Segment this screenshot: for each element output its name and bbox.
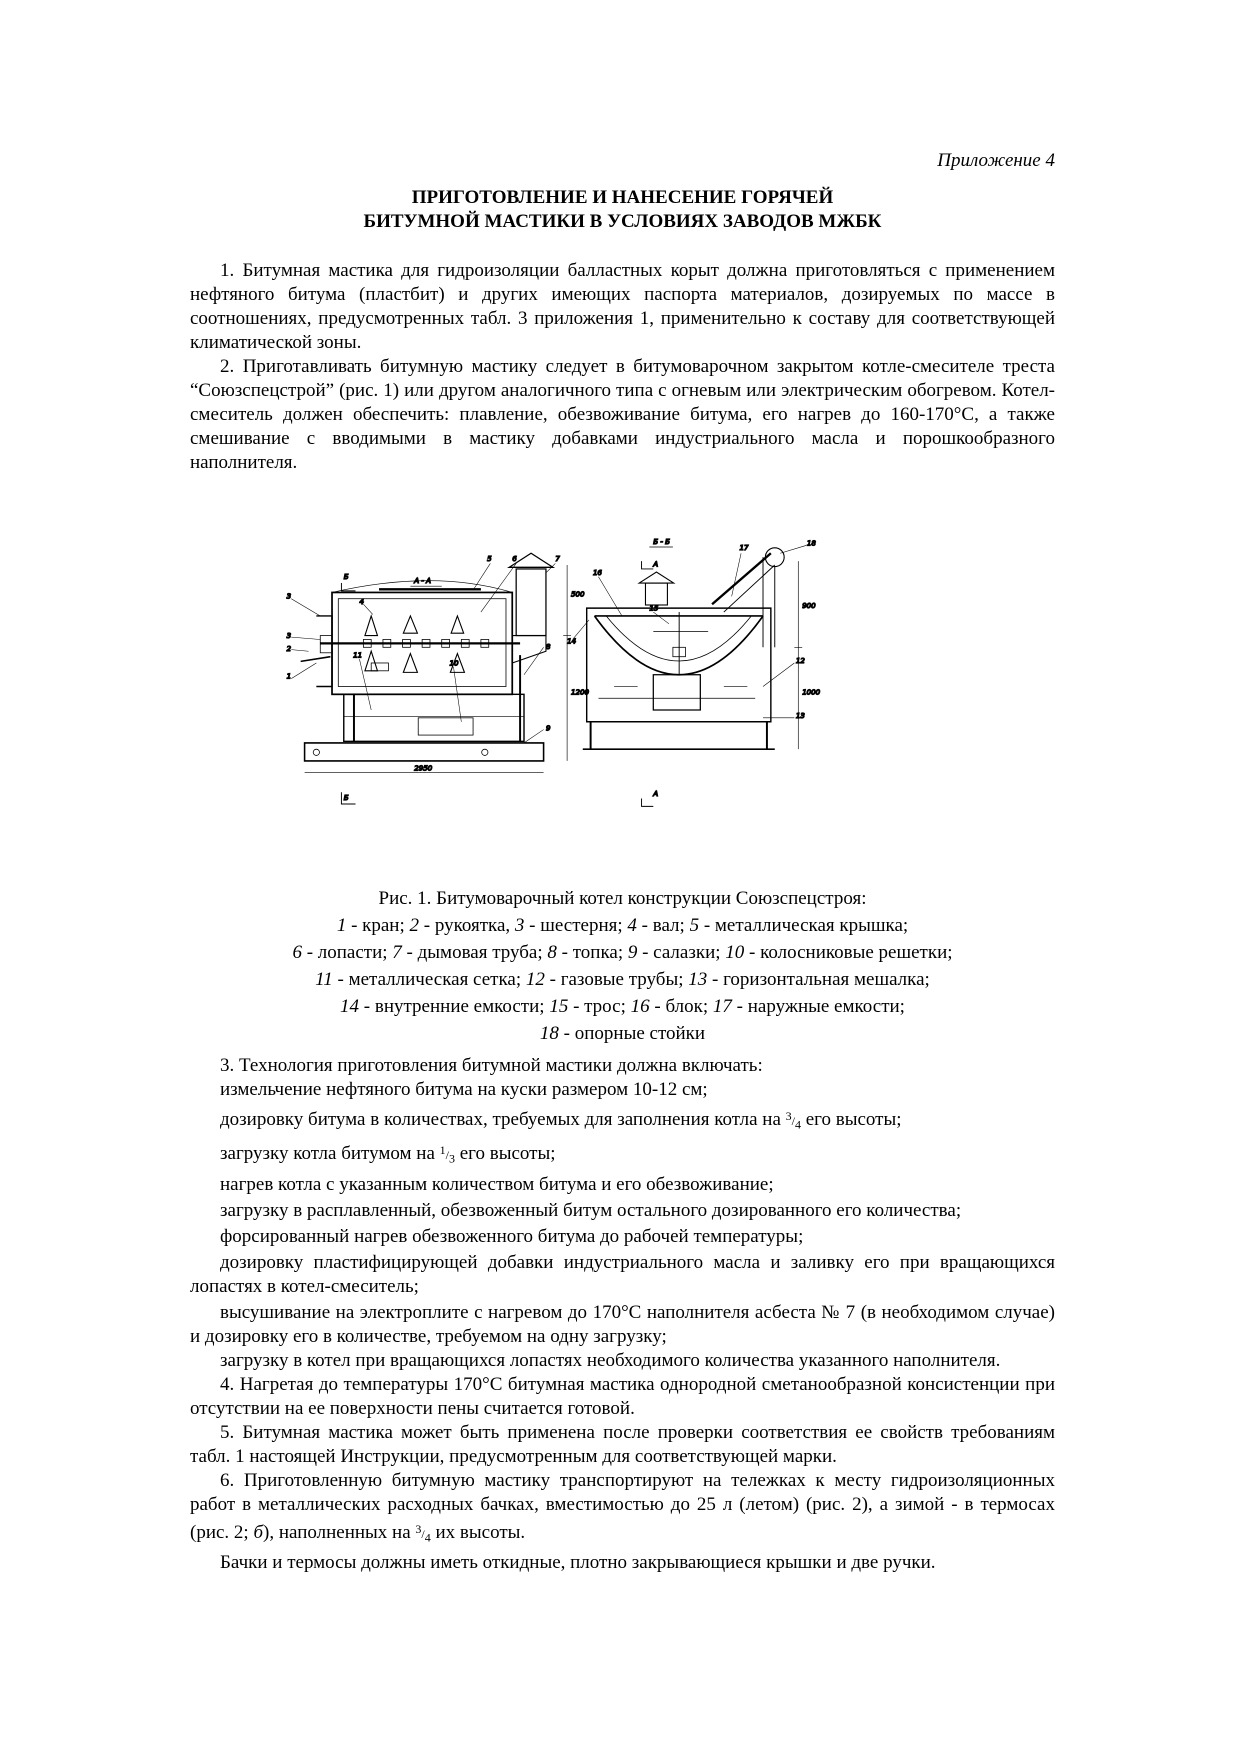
caption-num: 11 [315, 969, 333, 990]
caption-text: - трос; [568, 996, 631, 1017]
step-9: загрузку в котел при вращающихся лопастях необходимого количества указанного наполнителя. [220, 1349, 1001, 1371]
step-6: форсированный нагрев обезвоженного битума до рабочей температуры; [220, 1225, 804, 1247]
step-3-text-b: его высоты; [454, 1143, 556, 1165]
label-3b: 3 [286, 630, 292, 640]
caption-num: 13 [688, 969, 708, 990]
step-2-text-b: его высоты; [800, 1109, 902, 1130]
caption-text: - горизонтальная мешалка; [707, 969, 930, 990]
label-10: 10 [449, 658, 459, 668]
caption-text: - металлическая крышка; [699, 915, 909, 936]
caption-num: 18 [539, 1023, 559, 1044]
fraction-3-4: $^3/_4$ [785, 1109, 801, 1132]
appendix-label: Приложение 4 [937, 150, 1055, 171]
label-11: 11 [353, 650, 363, 660]
fraction-numerator: 1 [439, 1143, 446, 1158]
step-2-text-a: дозировку битума в количествах, требуемых для заполнения котла на [220, 1109, 786, 1130]
section-bb-label: Б - Б [653, 536, 671, 546]
caption-text: - блок; [649, 996, 713, 1017]
label-3a: 3 [286, 591, 292, 601]
caption-title: Рис. 1. Битумоварочный котел конструкции Союзспецстроя: [378, 888, 867, 909]
paragraph-7: Бачки и термосы должны иметь откидные, плотно закрывающиеся крышки и две ручки. [220, 1552, 936, 1574]
caption-text: - шестерня; [524, 915, 628, 936]
caption-line-4 [190, 993, 1055, 1020]
boiler-drawing [285, 498, 955, 864]
label-17: 12 [795, 655, 805, 665]
fraction-numerator: 3 [415, 1521, 422, 1536]
caption-text: - салазки; [637, 942, 726, 963]
fraction-numerator: 3 [785, 1109, 792, 1123]
caption-text: - опорные стойки [558, 1023, 706, 1044]
paragraph-1: 1. Битумная мастика для гидроизоляции балластных корыт должна приготовляться с применением нефтяного битума (пластбит) и других имеющих паспорта материалов, дозируемых по массе в соотношениях, предусмотренных табл. 3 приложения 1, применительно к составу для соответствующей климатической зоны. [190, 260, 1055, 353]
label-4: 4 [359, 597, 364, 607]
label-8: 8 [545, 641, 551, 651]
caption-text: - рукоятка, [419, 915, 515, 936]
step-3-text-a: загрузку котла битумом на [220, 1143, 440, 1165]
label-16: 18 [806, 538, 816, 548]
caption-num: 4 [627, 915, 637, 936]
title-line-1: ПРИГОТОВЛЕНИЕ И НАНЕСЕНИЕ ГОРЯЧЕЙ [411, 187, 834, 208]
caption-num: 9 [627, 942, 638, 963]
caption-num: 6 [292, 942, 302, 963]
label-7: 7 [555, 554, 560, 564]
caption-text: - металлическая сетка; [332, 969, 526, 990]
step-2 [190, 1104, 1055, 1136]
caption-num: 16 [630, 996, 650, 1017]
label-13: 15 [649, 603, 659, 613]
section-mark-b-bottom: Б [343, 793, 349, 803]
step-7: дозировку пластифицирующей добавки индустриального масла и заливку его при вращающихся лопастях в котел-смеситель; [190, 1251, 1055, 1297]
paragraph-5: 5. Битумная мастика может быть применена после проверки соответствия ее свойств требованиям табл. 1 настоящей Инструкции, предусмотренным для соответствующей марки. [190, 1421, 1055, 1467]
caption-num: 12 [525, 969, 545, 990]
paragraph-6-text-a: 6. Приготовленную битумную мастику транспортируют на тележках к месту гидроизоляционных работ в металлических расходных бачках, вместимостью до 25 л (летом) (рис. 2), а зимой - в термосах (рис. 2; [190, 1469, 1055, 1543]
caption-num: 8 [547, 942, 557, 963]
intro-paragraphs [190, 259, 1055, 475]
dimension-1200: 1200 [571, 687, 589, 697]
caption-line-1 [190, 912, 1055, 939]
label-1: 1 [286, 671, 292, 681]
section-mark-a-bottom: А [653, 789, 659, 799]
caption-text: - вал; [636, 915, 690, 936]
label-9: 9 [545, 723, 551, 733]
paragraph-4: 4. Нагретая до температуры 170°С битумная мастика однородной сметанообразной консистенции при отсутствии на ее поверхности пены считается готовой. [190, 1373, 1055, 1419]
caption-num: 5 [689, 915, 700, 936]
paragraph-6-text-c: их высоты. [430, 1521, 526, 1543]
dimension-2950: 2950 [414, 763, 433, 773]
fraction-denominator: 4 [424, 1530, 431, 1545]
dimension-500: 500 [571, 589, 585, 599]
paragraph-6-italic: б [253, 1521, 264, 1543]
paragraph-2: 2. Приготавливать битумную мастику следует в битумоварочном закрытом котле-смесителе треста “Союзспецстрой” (рис. 1) или другом аналогичного типа с огневым или электрическим обогревом. Котел-смеситель должен обеспечить: плавление, обезвоживание битума, его нагрев до 160-170°С, а также смешивание с вводимыми в мастику добавками индустриального масла и порошкообразного наполнителя. [190, 356, 1055, 473]
paragraph-6 [190, 1469, 1055, 1549]
caption-text: - лопасти; [301, 942, 393, 963]
step-5: загрузку в расплавленный, обезвоженный битум остального дозированного его количества; [220, 1199, 962, 1221]
section-mark-a-top: А [653, 559, 659, 569]
section-3-intro: 3. Технология приготовления битумной мастики должна включать: [220, 1055, 763, 1076]
technology-section [190, 1054, 1055, 1575]
caption-text: - наружные емкости; [731, 996, 905, 1017]
caption-text: - колосниковые решетки; [744, 942, 953, 963]
caption-num: 10 [725, 942, 745, 963]
step-3 [190, 1138, 1055, 1170]
caption-num: 14 [340, 996, 360, 1017]
caption-num: 7 [392, 942, 402, 963]
caption-line-3 [190, 966, 1055, 993]
section-mark-b-top: Б [343, 572, 349, 582]
document-title [190, 186, 1055, 234]
step-1: измельчение нефтяного битума на куски размером 10-12 см; [220, 1079, 708, 1100]
caption-text: - топка; [556, 942, 628, 963]
label-2: 2 [286, 644, 292, 654]
label-6: 6 [512, 554, 517, 564]
label-18: 13 [795, 710, 805, 720]
caption-num: 15 [549, 996, 569, 1017]
fraction-denominator: 4 [794, 1117, 801, 1132]
dimension-1000: 1000 [802, 687, 821, 697]
fraction-1-3: $^1/_3$ [439, 1143, 455, 1166]
caption-text: - дымовая труба; [401, 942, 548, 963]
step-8: высушивание на электроплите с нагревом до 170°С наполнителя асбеста № 7 (в необходимом случае) и дозировку его в количестве, требуемом на одну загрузку; [190, 1301, 1055, 1347]
label-5: 5 [487, 554, 492, 564]
caption-num: 17 [712, 996, 732, 1017]
label-12: 14 [567, 636, 577, 646]
label-14: 16 [592, 568, 602, 578]
caption-text: - кран; [346, 915, 410, 936]
figure-caption [190, 885, 1055, 1047]
label-15: 17 [739, 543, 749, 553]
caption-num: 3 [514, 915, 525, 936]
title-line-2: БИТУМНОЙ МАСТИКИ В УСЛОВИЯХ ЗАВОДОВ МЖБК [363, 211, 882, 232]
fraction-3-4: $^3/_4$ [415, 1521, 431, 1545]
step-4: нагрев котла с указанным количеством битума и его обезвоживание; [220, 1173, 774, 1195]
fraction-denominator: 3 [448, 1151, 455, 1166]
dimension-900: 900 [802, 601, 816, 611]
paragraph-6-text-b: ), наполненных на [263, 1521, 416, 1543]
caption-num: 2 [409, 915, 420, 936]
caption-text: - газовые трубы; [544, 969, 689, 990]
section-aa-label: А - А [414, 576, 431, 586]
caption-line-2 [190, 939, 1055, 966]
caption-line-5 [190, 1020, 1055, 1047]
caption-text: - внутренние емкости; [359, 996, 550, 1017]
caption-num: 1 [336, 915, 347, 936]
